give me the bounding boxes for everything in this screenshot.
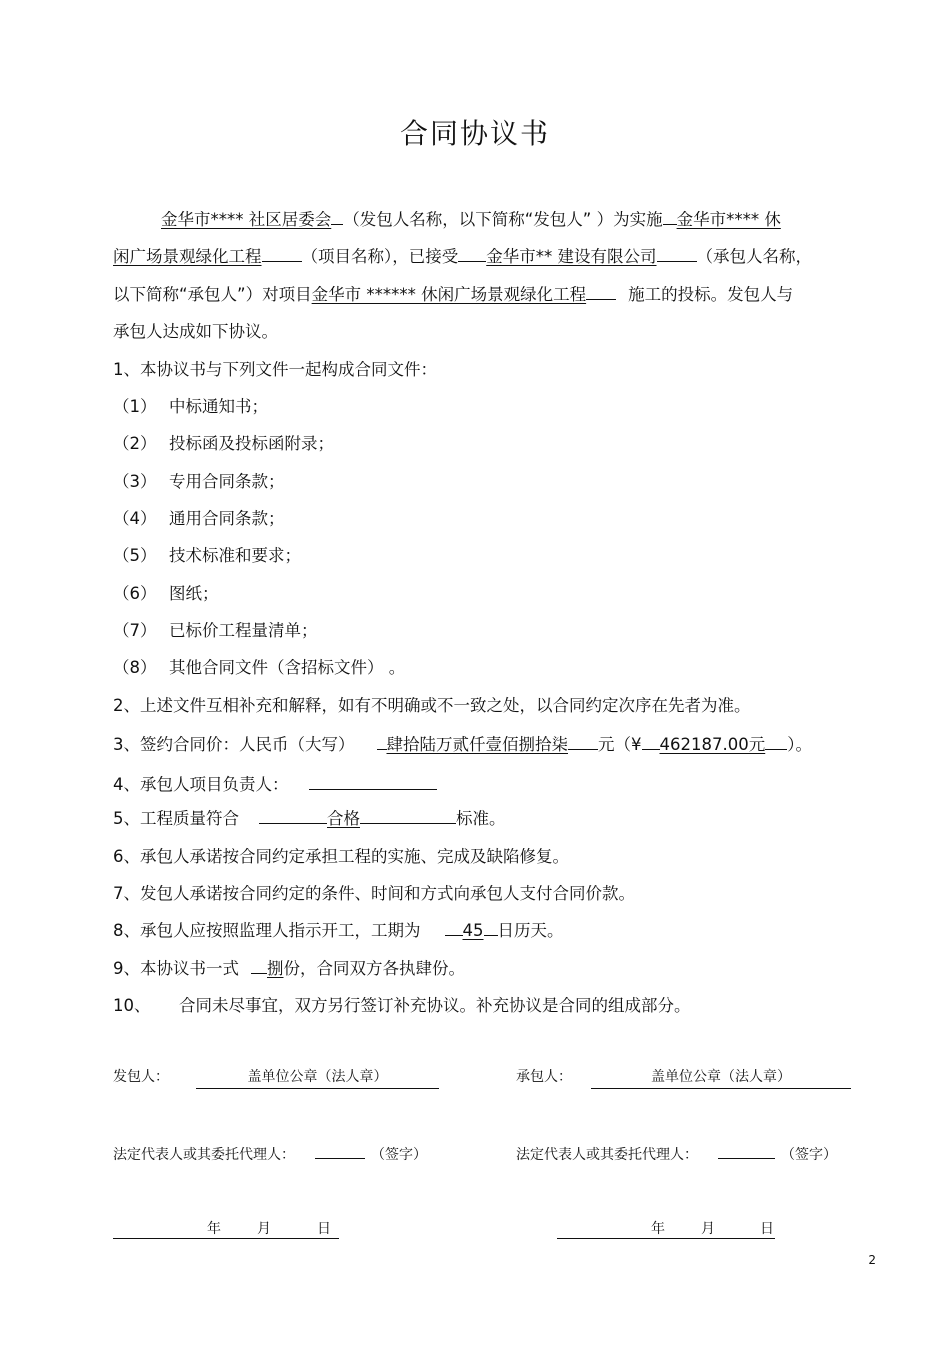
contractor-representative [516,1142,837,1166]
intro-line-1 [113,208,781,232]
document-item-text: 投标函及投标函附录； [169,434,334,453]
client-rep-sign-field [315,1142,365,1159]
contract-price-words: 肆拾陆万贰仟壹佰捌拾柒 [386,735,568,754]
construction-period: 45 [462,921,484,940]
contract-price-number: 462187.00元 [659,735,766,754]
clause-10-number: 10、 [113,996,151,1015]
intro-text-3: （承包人名称， [696,247,812,266]
clause-8-prefix: 8、承包人应按照监理人指示开工，工期为 [113,921,421,940]
document-item [113,582,219,606]
client-date-field [113,1218,339,1239]
document-item [113,395,268,419]
contractor-rep-label: 法定代表人或其委托代理人： [516,1147,698,1163]
clause-5-suffix: 标准。 [456,809,506,828]
client-rep-label: 法定代表人或其委托代理人： [113,1147,295,1163]
project-name-part-c: 金华市 ****** 休闲广场景观绿化工程 [311,285,587,304]
clause-10-text: 合同未尽事宜，双方另行签订补充协议。补充协议是合同的组成部分。 [179,996,691,1015]
year-label: 年 [207,1221,221,1237]
project-manager-field [309,771,437,790]
year-label: 年 [651,1221,665,1237]
intro-text-5: 施工的投标。发包人与 [628,285,794,304]
document-item-number: （5） [113,546,157,565]
month-label: 月 [701,1221,715,1237]
document-item-number: （1） [113,397,157,416]
project-name-part-a: 金华市**** 休 [676,210,781,229]
quality-standard: 合格 [327,809,360,828]
document-item [113,432,334,456]
document-item-text: 已标价工程量清单； [169,621,318,640]
clause-9 [113,957,465,981]
document-item [113,470,285,494]
clause-3 [113,733,812,757]
intro-text-2: （项目名称），已接受 [301,247,459,266]
client-name: 金华市**** 社区居委会 [161,210,332,229]
client-representative [113,1142,427,1166]
contractor-seal-field: 盖单位公章（法人章） [591,1066,851,1089]
clause-8-suffix: 日历天。 [497,921,564,940]
document-item [113,507,285,531]
clause-4 [113,771,437,797]
intro-line-3 [113,283,793,307]
clause-7: 7、发包人承诺按合同约定的条件、时间和方式向承包人支付合同价款。 [113,884,635,903]
client-seal-field: 盖单位公章（法人章） [196,1066,439,1089]
clause-3-mid: 元（¥ [598,735,642,754]
document-item-text: 通用合同条款； [169,509,285,528]
clause-3-prefix: 3、签约合同价：人民币（大写） [113,735,355,754]
intro-line-2 [113,245,812,269]
document-item-text: 技术标准和要求； [169,546,301,565]
contractor-rep-sign-field [718,1142,775,1159]
document-item [113,544,301,568]
client-sign-hint: （签字） [371,1147,427,1163]
intro-text-4: 以下简称“承包人”）对项目 [113,285,312,304]
document-item-number: （3） [113,472,157,491]
clause-5 [113,807,506,831]
clause-9-prefix: 9、本协议书一式 [113,959,239,978]
document-item-text: 中标通知书； [169,397,268,416]
clause-5-prefix: 5、工程质量符合 [113,809,239,828]
page-title: 合同协议书 [399,117,550,150]
client-signature [113,1066,439,1089]
contractor-sign-hint: （签字） [781,1147,837,1163]
clause-1: 1、本协议书与下列文件一起构成合同文件： [113,360,437,379]
contractor-name: 金华市** 建设有限公司 [486,247,657,266]
copies-count: 捌 [267,959,284,978]
document-item-text: 其他合同文件（含招标文件） 。 [169,658,406,677]
contractor-signature [516,1066,851,1089]
clause-9-suffix: 份，合同双方各执肆份。 [283,959,465,978]
document-item-number: （2） [113,434,157,453]
day-label: 日 [317,1221,331,1237]
clause-4-label: 4、承包人项目负责人： [113,775,289,794]
month-label: 月 [257,1221,271,1237]
clause-10 [113,994,691,1018]
page-number: 2 [868,1253,876,1267]
contractor-label: 承包人： [516,1069,572,1085]
intro-line-4: 承包人达成如下协议。 [113,322,278,341]
document-item-number: （8） [113,658,157,677]
clause-3-suffix: ）。 [787,735,812,754]
intro-text-1: （发包人名称，以下简称“发包人” ）为实施 [343,210,663,229]
document-item [113,619,318,643]
document-item-text: 图纸； [169,584,219,603]
document-item-text: 专用合同条款； [169,472,285,491]
project-name-part-b: 闲广场景观绿化工程 [113,247,262,266]
document-item-number: （7） [113,621,157,640]
clause-2: 2、上述文件互相补充和解释，如有不明确或不一致之处，以合同约定次序在先者为准。 [113,696,751,715]
day-label: 日 [760,1221,774,1237]
document-item [113,656,405,680]
document-item-number: （4） [113,509,157,528]
contractor-date-field [557,1218,775,1239]
clause-6: 6、承包人承诺按合同约定承担工程的实施、完成及缺陷修复。 [113,847,569,866]
document-item-number: （6） [113,584,157,603]
client-label: 发包人： [113,1069,169,1085]
clause-8 [113,919,564,943]
